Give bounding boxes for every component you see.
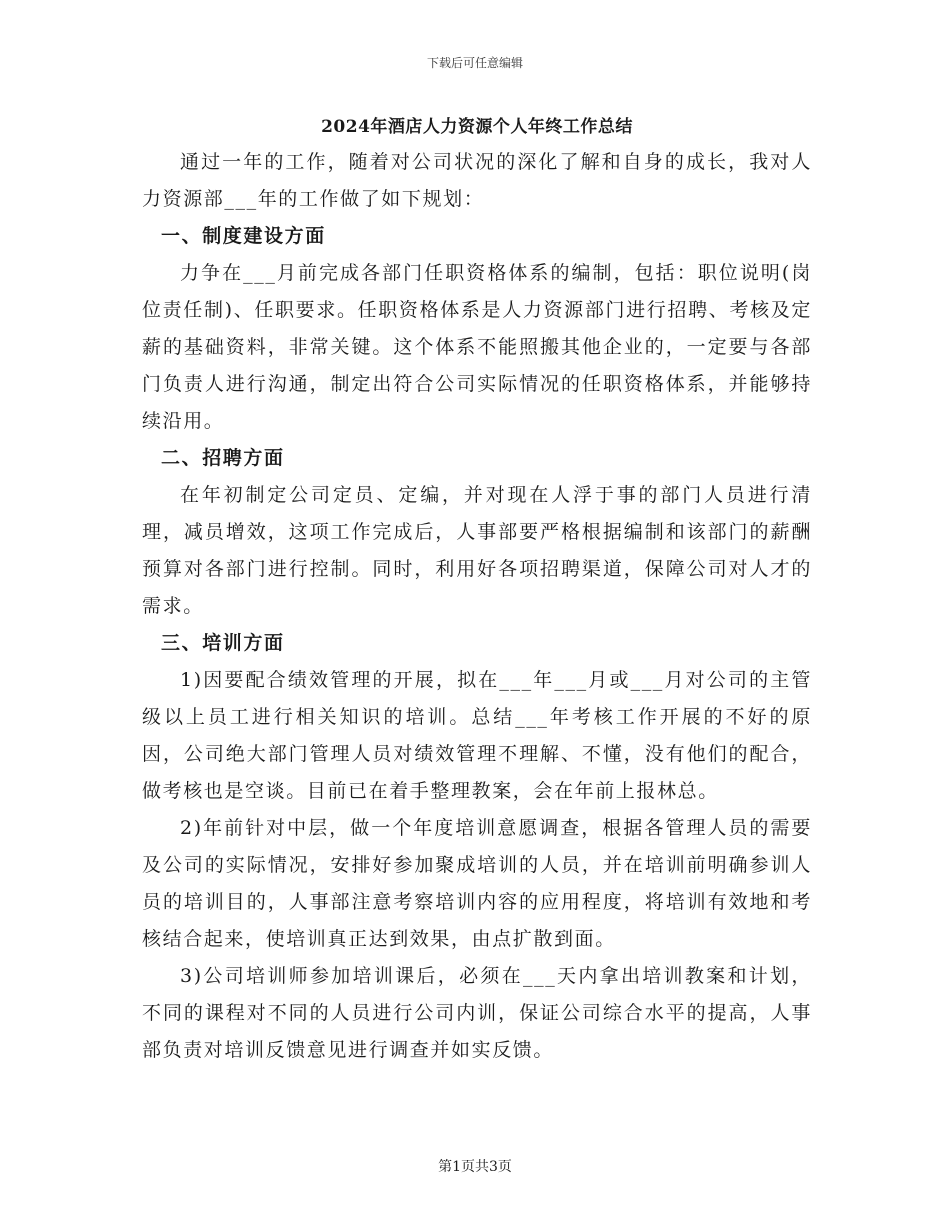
section-heading: 一、制度建设方面 bbox=[161, 225, 326, 247]
document-body bbox=[142, 112, 812, 1069]
intro-paragraph: 通过一年的工作，随着对公司状况的深化了解和自身的成长，我对人力资源部___年的工作做了如下规划： bbox=[142, 151, 812, 210]
document-title: 2024年酒店人力资源个人年终工作总结 bbox=[321, 117, 633, 137]
section-heading: 二、招聘方面 bbox=[161, 447, 285, 469]
section-training bbox=[142, 625, 812, 1069]
section-paragraph: 在年初制定公司定员、定编，并对现在人浮于事的部门人员进行清理，减员增效，这项工作完成后，人事部要严格根据编制和该部门的薪酬预算对各部门进行控制。同时，利用好各项招聘渠道，保障公司对人才的需求。 bbox=[142, 484, 812, 617]
section-heading: 三、培训方面 bbox=[161, 632, 285, 654]
page-header-note: 下载后可任意编辑 bbox=[426, 56, 523, 70]
section-paragraph: 2)年前针对中层，做一个年度培训意愿调查，根据各管理人员的需要及公司的实际情况，安排好参加聚成培训的人员，并在培训前明确参训人员的培训目的，人事部注意考察培训内容的应用程度，将培训有效地和考核结合起来，使培训真正达到效果，由点扩散到面。 bbox=[142, 817, 812, 950]
section-paragraph: 力争在___月前完成各部门任职资格体系的编制，包括：职位说明(岗位责任制)、任职要求。任职资格体系是人力资源部门进行招聘、考核及定薪的基础资料，非常关键。这个体系不能照搬其他企业的，一定要与各部门负责人进行沟通，制定出符合公司实际情况的任职资格体系，并能够持续沿用。 bbox=[142, 262, 812, 432]
section-paragraph: 3)公司培训师参加培训课后，必须在___天内拿出培训教案和计划，不同的课程对不同的人员进行公司内训，保证公司综合水平的提高，人事部负责对培训反馈意见进行调查并如实反馈。 bbox=[142, 965, 812, 1061]
section-paragraph: 1)因要配合绩效管理的开展，拟在___年___月或___月对公司的主管级以上员工进行相关知识的培训。总结___年考核工作开展的不好的原因，公司绝大部门管理人员对绩效管理不理解、不懂，没有他们的配合，做考核也是空谈。目前已在着手整理教案，会在年前上报林总。 bbox=[142, 669, 812, 802]
section-recruitment bbox=[142, 440, 812, 625]
page-number: 第1页共3页 bbox=[438, 1159, 512, 1175]
section-institution bbox=[142, 218, 812, 440]
